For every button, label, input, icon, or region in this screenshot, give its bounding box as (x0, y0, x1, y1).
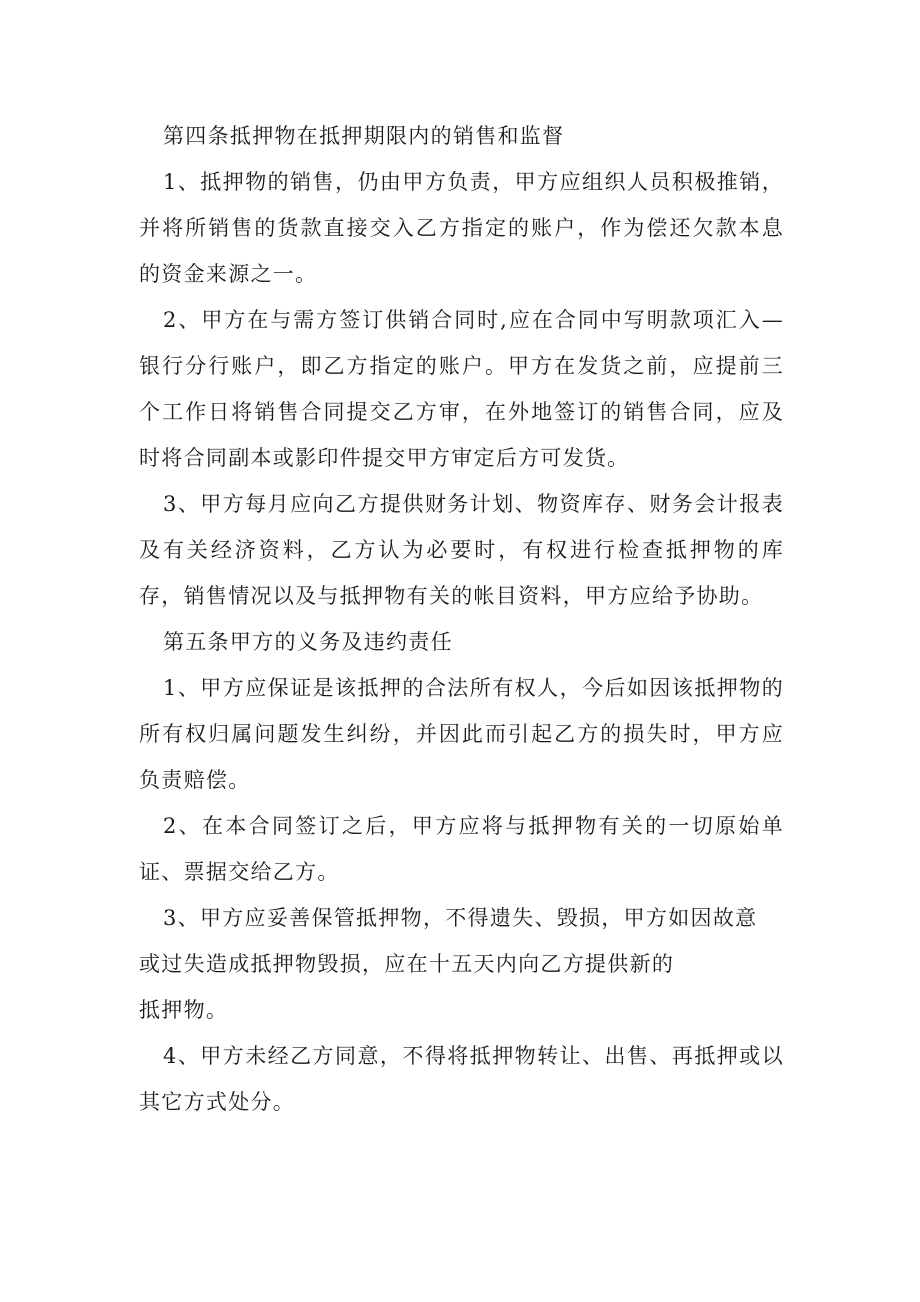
article-5-clause-2: 2、在本合同签订之后，甲方应将与抵押物有关的一切原始单证、票据交给乙方。 (139, 814, 784, 884)
article-5-heading: 第五条甲方的义务及违约责任 (163, 630, 453, 654)
article-4-clause-2: 2、甲方在与需方签订供销合同时,应在合同中写明款项汇入—银行分行账户，即乙方指定的账户。甲方在发货之前，应提前三个工作日将销售合同提交乙方审，在外地签订的销售合同，应及时将合同副本或影印件提交甲方审定后方可发货。 (139, 308, 784, 470)
article-5-clause-3-line-1: 3、甲方应妥善保管抵押物，不得遗失、毁损，甲方如因故意 (163, 906, 758, 930)
document-body (139, 113, 784, 1125)
article-5-clause-3-line-3: 抵押物。 (139, 998, 229, 1022)
article-5-clause-1: 1、甲方应保证是该抵押的合法所有权人，今后如因该抵押物的所有权归属问题发生纠纷，并因此而引起乙方的损失时，甲方应负责赔偿。 (139, 676, 784, 792)
article-4-heading: 第四条抵押物在抵押期限内的销售和监督 (163, 124, 565, 148)
article-4-clause-3: 3、甲方每月应向乙方提供财务计划、物资库存、财务会计报表及有关经济资料，乙方认为必要时，有权进行检查抵押物的库存，销售情况以及与抵押物有关的帐目资料，甲方应给予协助。 (139, 492, 784, 608)
article-5-clause-4: 4、甲方未经乙方同意，不得将抵押物转让、出售、再抵押或以其它方式处分。 (139, 1044, 784, 1114)
article-5-clause-3-line-2: 或过失造成抵押物毁损，应在十五天内向乙方提供新的 (139, 952, 675, 976)
article-4-clause-1: 1、抵押物的销售，仍由甲方负责，甲方应组织人员积极推销，并将所销售的货款直接交入乙方指定的账户，作为偿还欠款本息的资金来源之一。 (139, 170, 784, 286)
article-5-clause-3 (139, 895, 784, 1033)
